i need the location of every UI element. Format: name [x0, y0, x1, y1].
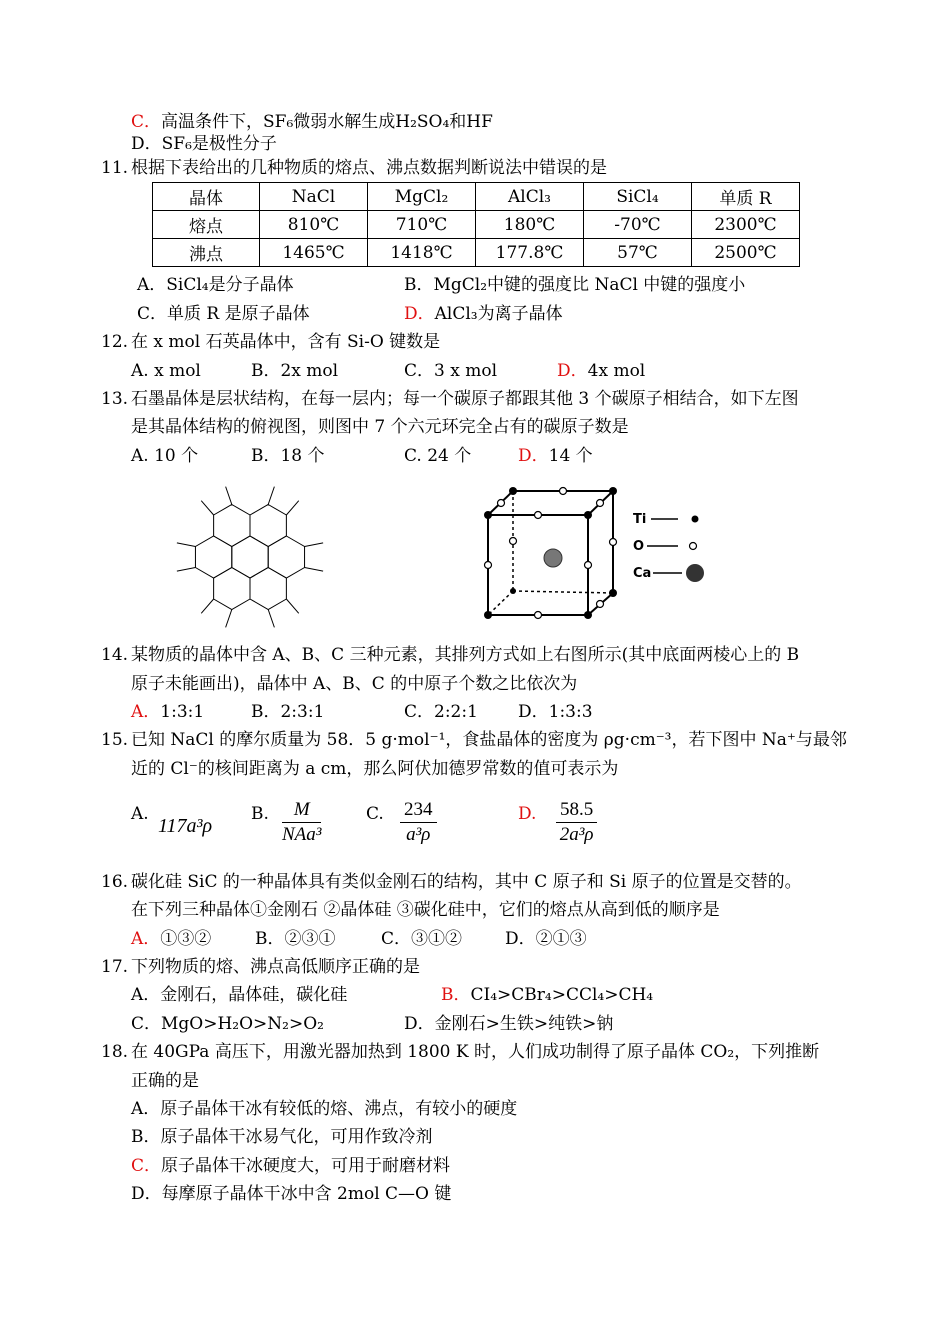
fraction-denominator: 2a³ρ: [559, 824, 594, 845]
table-cell: 单质 R: [692, 183, 800, 211]
q11-stem: 根据下表给出的几种物质的熔点、沸点数据判断说法中错误的是: [131, 158, 607, 178]
q11-option-c: C．单质 R 是原子晶体: [137, 304, 310, 324]
bond-line: [268, 487, 274, 505]
q11-option-b: B．MgCl₂中键的强度比 NaCl 中键的强度小: [404, 275, 746, 295]
q16-number: 16.: [101, 872, 129, 892]
legend-ti-label: Ti: [633, 512, 647, 527]
table-cell: 810℃: [260, 211, 368, 239]
table-cell: 180℃: [476, 211, 584, 239]
q17-option-b: B．CI₄>CBr₄>CCl₄>CH₄: [441, 985, 654, 1005]
q13-stem-line2: 是其晶体结构的俯视图，则图中 7 个六元环完全占有的碳原子数是: [131, 417, 629, 437]
bond-line: [305, 568, 324, 572]
fraction-denominator: NAa³: [282, 824, 322, 845]
hexagon-ring: [214, 568, 250, 610]
q15-option-d-letter: D.: [518, 804, 537, 824]
q14-option-d: D．1:3:3: [518, 702, 593, 722]
q15-stem-line1: 已知 NaCl 的摩尔质量为 58．5 g·mol⁻¹，食盐晶体的密度为 ρg·cm⁻³，若下图中 Na⁺与最邻: [131, 730, 847, 750]
table-cell: 57℃: [584, 239, 692, 267]
q16-option-b: B．②③①: [255, 929, 336, 949]
q12-number: 12.: [101, 332, 129, 352]
table-cell: MgCl₂: [368, 183, 476, 211]
table-cell: 2300℃: [692, 211, 800, 239]
table-cell: 熔点: [153, 211, 260, 239]
table-cell: 710℃: [368, 211, 476, 239]
table-cell: SiCl₄: [584, 183, 692, 211]
q17-option-a: A．金刚石，晶体硅，碳化硅: [131, 985, 348, 1005]
q18-stem-line2: 正确的是: [131, 1071, 199, 1091]
q15-option-d-fraction: [556, 798, 597, 847]
table-header-row: [153, 183, 800, 211]
q12-option-d: D．4x mol: [557, 361, 646, 381]
q14-stem-line2: 原子未能画出)，晶体中 A、B、C 的中原子个数之比依次为: [131, 674, 578, 694]
q17-option-d: D．金刚石>生铁>纯铁>钠: [404, 1014, 614, 1034]
q12-stem: 在 x mol 石英晶体中，含有 Si-O 键数是: [131, 332, 441, 352]
hexagon-ring: [250, 505, 286, 547]
table-cell: 晶体: [153, 183, 260, 211]
perovskite-unit-cell-figure: [475, 483, 725, 628]
legend-ca-label: Ca: [633, 566, 652, 581]
q18-option-c: C．原子晶体干冰硬度大，可用于耐磨材料: [131, 1156, 451, 1176]
q11-option-a: A．SiCl₄是分子晶体: [137, 275, 294, 295]
table-cell: 2500℃: [692, 239, 800, 267]
q18-option-d: D．每摩原子晶体干冰中含 2mol C—O 键: [131, 1184, 452, 1204]
bond-line: [201, 501, 213, 515]
bond-line: [177, 568, 196, 572]
q11-option-d: D．AlCl₃为离子晶体: [404, 304, 563, 324]
q14-option-c: C．2:2:1: [404, 702, 478, 722]
hexagon-ring: [268, 536, 304, 578]
fraction-numerator: 58.5: [556, 798, 597, 823]
bond-line: [226, 487, 232, 505]
q17-stem: 下列物质的熔、沸点高低顺序正确的是: [131, 957, 420, 977]
q12-option-a: A. x mol: [131, 361, 201, 381]
q12-option-c: C．3 x mol: [404, 361, 498, 381]
q15-option-a-expr: 117a³ρ: [158, 815, 213, 837]
legend-o-label: O: [633, 539, 645, 554]
table-cell: 1418℃: [368, 239, 476, 267]
q16-stem-line2: 在下列三种晶体①金刚石 ②晶体硅 ③碳化硅中，它们的熔点从高到低的顺序是: [131, 900, 720, 920]
q15-number: 15.: [101, 730, 129, 750]
bond-line: [286, 599, 298, 613]
graphite-honeycomb-figure: [160, 475, 340, 640]
fraction-numerator: 234: [400, 798, 437, 823]
table-cell: 1465℃: [260, 239, 368, 267]
q13-option-b: B．18 个: [251, 446, 325, 466]
q16-option-d: D．②①③: [505, 929, 587, 949]
fraction-denominator: a³ρ: [406, 824, 431, 845]
q18-number: 18.: [101, 1042, 129, 1062]
q14-stem-line1: 某物质的晶体中含 A、B、C 三种元素，其排列方式如上右图所示(其中底面两棱心上的 B: [131, 645, 800, 665]
q15-option-c-letter: C.: [366, 804, 384, 824]
hexagon-ring: [232, 536, 268, 578]
q17-option-c: C．MgO>H₂O>N₂>O₂: [131, 1014, 324, 1034]
q10-option-d: D．SF₆是极性分子: [131, 134, 277, 154]
bond-line: [268, 610, 274, 628]
hexagon-ring: [195, 536, 231, 578]
table-row: [153, 239, 800, 267]
ca-atom: [544, 549, 562, 567]
bond-line: [305, 543, 324, 547]
table-row: [153, 211, 800, 239]
q17-number: 17.: [101, 957, 129, 977]
fraction-numerator: M: [282, 798, 321, 823]
q13-option-c: C. 24 个: [404, 446, 472, 466]
q16-stem-line1: 碳化硅 SiC 的一种晶体具有类似金刚石的结构，其中 C 原子和 Si 原子的位置是交替的。: [131, 872, 802, 892]
q11-table: [152, 182, 800, 267]
q13-stem-line1: 石墨晶体是层状结构，在每一层内；每一个碳原子都跟其他 3 个碳原子相结合，如下左图: [131, 389, 799, 409]
q15-option-c-fraction: [400, 798, 437, 847]
q13-option-d: D．14 个: [518, 446, 593, 466]
q14-number: 14.: [101, 645, 129, 665]
q15-option-b-fraction: [282, 798, 321, 847]
table-cell: AlCl₃: [476, 183, 584, 211]
hexagon-ring: [214, 505, 250, 547]
q10-option-c: C．高温条件下，SF₆微弱水解生成H₂SO₄和HF: [131, 112, 493, 132]
q15-option-a-letter: A.: [131, 804, 149, 824]
table-cell: 沸点: [153, 239, 260, 267]
q16-option-a: A．①③②: [131, 929, 212, 949]
q14-option-a: A．1:3:1: [131, 702, 205, 722]
bond-line: [226, 610, 232, 628]
bond-line: [201, 599, 213, 613]
q18-option-a: A．原子晶体干冰有较低的熔、沸点，有较小的硬度: [131, 1099, 518, 1119]
q15-stem-line2: 近的 Cl⁻的核间距离为 a cm，那么阿伏加德罗常数的值可表示为: [131, 759, 619, 779]
q12-option-b: B．2x mol: [251, 361, 339, 381]
hexagon-ring: [250, 568, 286, 610]
q18-option-b: B．原子晶体干冰易气化，可用作致冷剂: [131, 1127, 433, 1147]
q18-stem-line1: 在 40GPa 高压下，用激光器加热到 1800 K 时，人们成功制得了原子晶体 CO₂，下列推断: [131, 1042, 820, 1062]
q11-number: 11.: [101, 158, 129, 178]
table-cell: -70℃: [584, 211, 692, 239]
q14-option-b: B．2:3:1: [251, 702, 325, 722]
bond-line: [177, 543, 196, 547]
q15-option-b-letter: B.: [251, 804, 269, 824]
q13-number: 13.: [101, 389, 129, 409]
bond-line: [286, 501, 298, 515]
table-cell: 177.8℃: [476, 239, 584, 267]
q13-option-a: A. 10 个: [131, 446, 199, 466]
q16-option-c: C．③①②: [381, 929, 463, 949]
table-cell: NaCl: [260, 183, 368, 211]
